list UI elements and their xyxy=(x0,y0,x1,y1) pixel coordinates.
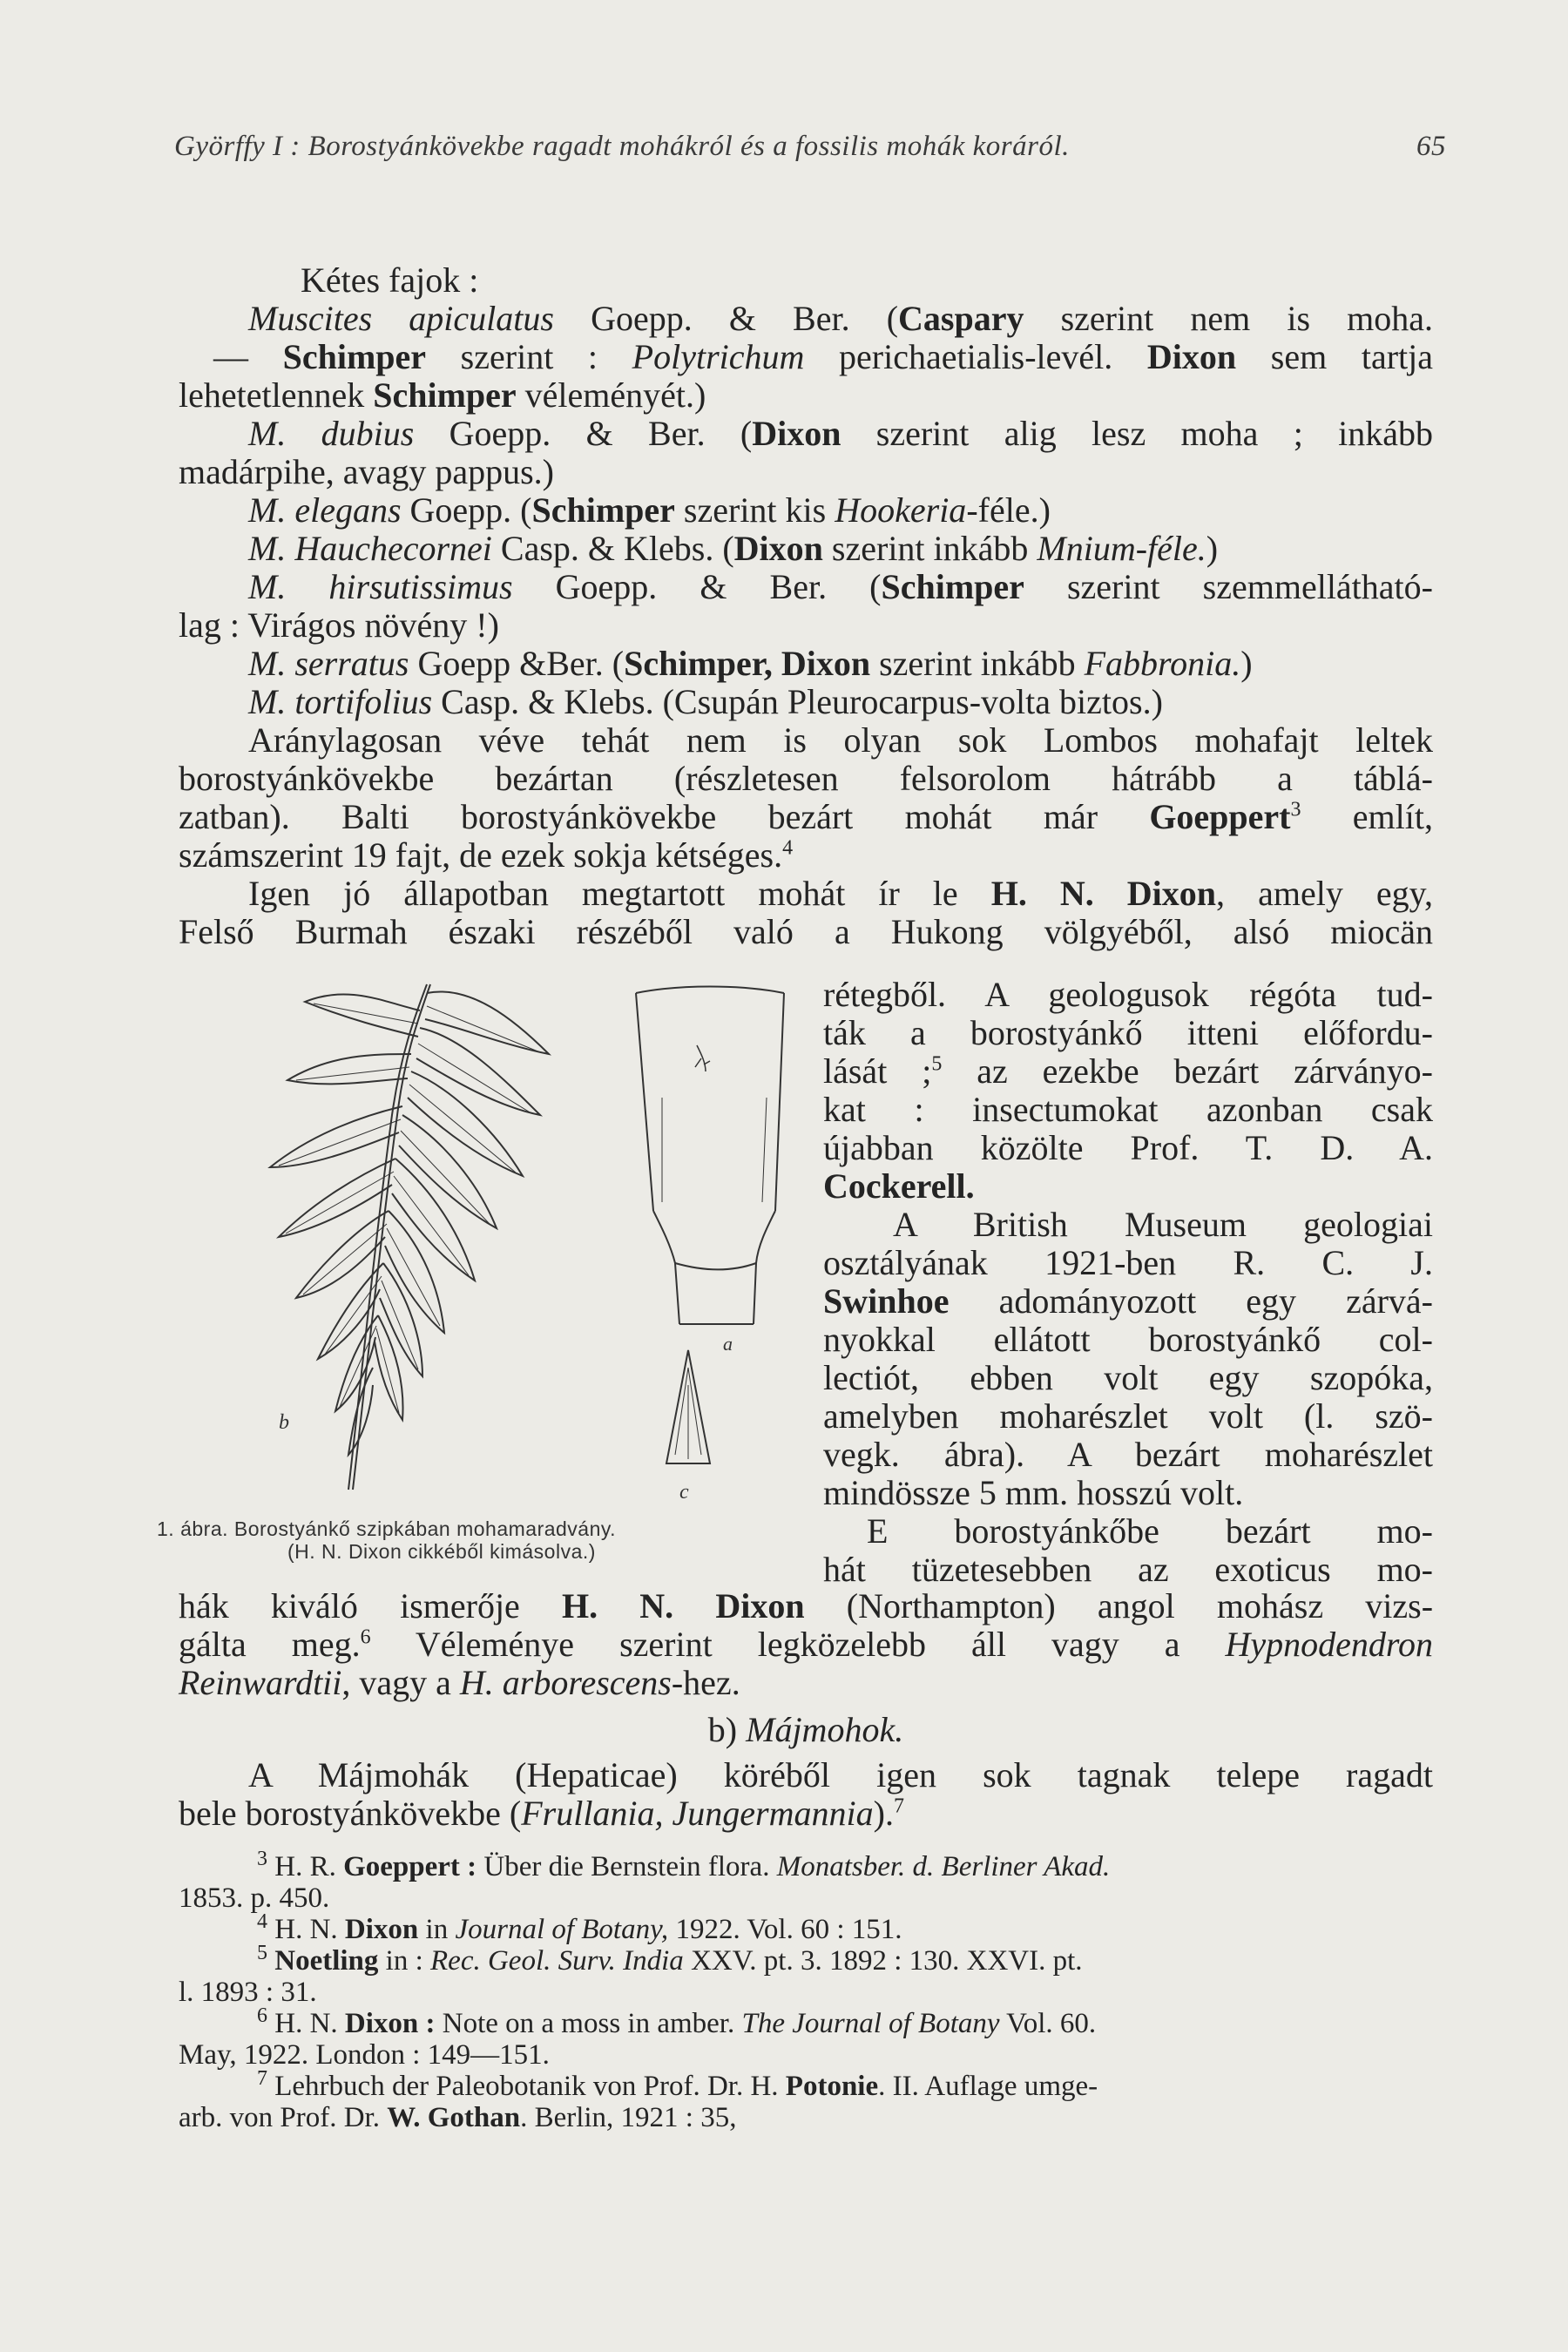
paragraph-line xyxy=(179,836,1433,875)
text: H. R. xyxy=(267,1851,344,1882)
text: az ezekbe bezárt zárványo- xyxy=(942,1051,1433,1091)
text: szerint : xyxy=(426,337,632,376)
running-header xyxy=(174,131,1446,163)
person-name: Cockerell. xyxy=(823,1166,975,1206)
text: ) xyxy=(1240,644,1253,683)
species-name: M. serratus xyxy=(248,644,409,683)
paragraph-line xyxy=(823,1282,1433,1321)
footnote-6 xyxy=(179,2004,1433,2039)
genus-name: Mnium-féle. xyxy=(1037,529,1206,568)
species-note: szerint alig lesz moha ; inkább xyxy=(841,414,1434,453)
genus-name: Hookeria xyxy=(835,490,967,530)
paragraph-line xyxy=(823,1052,1433,1091)
genus-name: Hypnodendron xyxy=(1225,1625,1433,1664)
text: — xyxy=(213,337,283,376)
species-entry-continued xyxy=(179,338,1433,376)
species-note: szerint inkább xyxy=(822,529,1037,568)
paragraph-line xyxy=(179,1625,1433,1664)
text: Vol. 60. xyxy=(999,2008,1097,2039)
paragraph-line xyxy=(179,798,1433,836)
paragraph-line: Aránylagosan véve tehát nem is olyan sok Lombos mohafajt leltek xyxy=(248,720,1433,760)
text: zatban). Balti borostyánkövekbe bezárt mohát már xyxy=(179,797,1150,836)
species-name: M. elegans xyxy=(248,490,402,530)
paragraph-line: mindössze 5 mm. hosszú volt. xyxy=(823,1473,1244,1512)
small-fragment-drawing xyxy=(666,1350,710,1463)
person-name: Schimper xyxy=(373,375,517,415)
journal-name: Journal of Botany, xyxy=(455,1914,669,1945)
species-note: szerint inkább xyxy=(870,644,1085,683)
text: gálta meg. xyxy=(179,1625,361,1664)
text: H. N. xyxy=(267,2008,345,2039)
person-name: Dixon xyxy=(344,1914,419,1945)
species-name: M. tortifolius xyxy=(248,682,433,721)
text: említ, xyxy=(1301,797,1433,836)
figure-1 xyxy=(174,967,819,1507)
footnote-ref: 6 xyxy=(360,1625,371,1649)
species-authority: Casp. & Klebs. ( xyxy=(491,529,734,568)
paragraph-line: Felső Burmah északi részéből való a Hukong völgyéből, alsó miocän xyxy=(179,912,1433,951)
footnote-7 xyxy=(179,2067,1433,2102)
text: Lehrbuch der Paleobotanik von Prof. Dr. H. xyxy=(267,2071,786,2102)
section-title: Májmohok. xyxy=(746,1710,904,1749)
species-authority: Casp. & Klebs. (Csupán Pleurocarpus-volta biztos.) xyxy=(432,682,1163,721)
species-entry-continued xyxy=(179,376,1433,415)
paragraph-line xyxy=(179,1794,1433,1833)
text: . Berlin, 1921 : 35, xyxy=(520,2102,737,2133)
text: hák kiváló ismerője xyxy=(179,1586,562,1625)
text: , amely egy, xyxy=(1216,874,1434,913)
person-name: Goeppert xyxy=(1149,797,1291,836)
person-name: Schimper, Dixon xyxy=(624,644,871,683)
footnote-ref: 5 xyxy=(931,1052,943,1076)
caption-line: 1. ábra. Borostyánkő szipkában mohamaradvány. xyxy=(157,1517,617,1540)
species-name: Muscites apiculatus xyxy=(248,299,554,338)
species-entry-continued: madárpihe, avagy pappus.) xyxy=(179,452,554,491)
figure-label-a: a xyxy=(723,1333,733,1355)
text: b) xyxy=(707,1710,747,1749)
footnote-5 xyxy=(179,1942,1433,1977)
doubtful-species-heading: Kétes fajok : xyxy=(301,260,479,300)
paragraph-line: amelyben moharészlet volt (l. szö- xyxy=(823,1396,1433,1436)
genus-name: Frullania, Jungermannia xyxy=(521,1794,874,1833)
person-name: Dixon xyxy=(752,414,841,453)
page-number: 65 xyxy=(1416,131,1446,162)
text: H. N. xyxy=(267,1914,345,1945)
text: perichaetialis-levél. xyxy=(804,337,1147,376)
species-authority: Goepp. & Ber. ( xyxy=(512,567,882,606)
text: Über die Bernstein flora. xyxy=(476,1851,777,1882)
paragraph-line: ták a borostyánkő itteni előfordu- xyxy=(823,1013,1433,1052)
paragraph-line xyxy=(179,875,1433,913)
species-name: M. hirsutissimus xyxy=(248,567,513,606)
person-name: Noetling xyxy=(274,1945,379,1977)
journal-name: Rec. Geol. Surv. India xyxy=(430,1945,684,1977)
person-name: Goeppert : xyxy=(343,1851,477,1882)
footnote-ref: 3 xyxy=(1290,798,1301,821)
person-name: Schimper xyxy=(282,337,427,376)
species-name: M. dubius xyxy=(248,414,415,453)
species-note: szerint nem is moha. xyxy=(1024,299,1433,338)
text: XXV. pt. 3. 1892 : 130. XXVI. pt. xyxy=(683,1945,1083,1977)
journal-name: Monatsber. d. Berliner Akad. xyxy=(776,1851,1111,1882)
text: lehetetlennek xyxy=(179,375,374,415)
person-name: Swinhoe xyxy=(823,1281,950,1321)
genus-name: H. arborescens xyxy=(459,1663,672,1702)
footnote-5-continued: l. 1893 : 31. xyxy=(179,1977,317,2008)
footnote-3 xyxy=(179,1848,1433,1882)
species-entry xyxy=(179,568,1433,606)
paragraph-line xyxy=(179,1664,1433,1702)
text: sem tartja xyxy=(1236,337,1433,376)
person-name: H. N. Dixon xyxy=(561,1586,805,1625)
main-text-continued xyxy=(179,1587,1433,1833)
species-entry xyxy=(179,415,1433,453)
paragraph-line: hát tüzetesebben az exoticus mo- xyxy=(823,1550,1433,1589)
doubtful-species-section xyxy=(179,261,1433,951)
species-entry xyxy=(179,530,1433,568)
species-note: szerint szemmellátható- xyxy=(1024,567,1433,606)
text: von Prof. Dr. xyxy=(222,2102,388,2133)
paragraph-line: osztályának 1921-ben R. C. J. xyxy=(823,1243,1433,1282)
species-entry-continued: lag : Virágos növény !) xyxy=(179,605,499,645)
text: . II. Auflage umge- xyxy=(878,2071,1098,2102)
footnote-ref: 7 xyxy=(893,1794,904,1818)
text: -hez. xyxy=(671,1663,740,1702)
footnote-number: 4 xyxy=(257,1910,267,1933)
text: bele borostyánkövekbe ( xyxy=(179,1794,522,1833)
paragraph-line: A British Museum geologiai xyxy=(893,1205,1433,1244)
species-entry xyxy=(179,645,1433,683)
footnote-ref: 4 xyxy=(782,836,794,860)
species-authority: Goepp. & Ber. ( xyxy=(414,414,753,453)
genus-name: Polytrichum xyxy=(632,337,805,376)
paragraph-line: újabban közölte Prof. T. D. A. xyxy=(823,1128,1433,1167)
paragraph-line: E borostyánkőbe bezárt mo- xyxy=(867,1511,1433,1551)
genus-name: Fabbronia. xyxy=(1084,644,1241,683)
footnote-4 xyxy=(179,1910,1433,1945)
text: arb. xyxy=(179,2102,223,2133)
footnote-7-continued xyxy=(179,2102,1433,2133)
figure-label-b: b xyxy=(279,1411,289,1434)
figure-caption xyxy=(157,1517,828,1563)
person-name: Dixon xyxy=(733,529,823,568)
species-authority: Goepp. & Ber. ( xyxy=(553,299,899,338)
text: -féle.) xyxy=(966,490,1051,530)
section-heading xyxy=(179,1711,1433,1749)
text: in xyxy=(418,1914,456,1945)
journal-name: The Journal of Botany xyxy=(741,2008,1000,2039)
paragraph-line: kat : insectumokat azonban csak xyxy=(823,1090,1433,1129)
species-note: szerint kis xyxy=(674,490,835,530)
text: ). xyxy=(873,1794,894,1833)
species-authority: Goepp. ( xyxy=(401,490,532,530)
footnote-number: 6 xyxy=(257,2004,267,2027)
paragraph-line: rétegből. A geologusok régóta tud- xyxy=(823,975,1433,1014)
paragraph-line: A Májmohák (Hepaticae) köréből igen sok tagnak telepe ragadt xyxy=(248,1755,1433,1794)
paragraph-line: nyokkal ellátott borostyánkő col- xyxy=(823,1320,1433,1359)
species-authority: Goepp &Ber. ( xyxy=(409,644,625,683)
text: in : xyxy=(378,1945,431,1977)
footnote-number: 3 xyxy=(257,1848,267,1870)
species-entry xyxy=(179,683,1433,721)
text: adományozott egy zárvá- xyxy=(949,1281,1433,1321)
person-name: Caspary xyxy=(898,299,1024,338)
footnote-6-continued: May, 1922. London : 149—151. xyxy=(179,2039,550,2071)
running-title: Györffy I : Borostyánkövekbe ragadt mohákról és a fossilis mohák koráról. xyxy=(174,131,1070,162)
wrapped-text-column xyxy=(823,976,1433,1589)
footnote-number: 7 xyxy=(257,2067,267,2090)
text: lását ; xyxy=(823,1051,932,1091)
paragraph-line xyxy=(179,1587,1433,1625)
person-name: W. Gothan xyxy=(387,2102,521,2133)
text: 1922. Vol. 60 : 151. xyxy=(668,1914,902,1945)
person-name: Dixon : xyxy=(344,2008,436,2039)
text: , vagy a xyxy=(341,1663,460,1702)
paragraph-line: borostyánkövekbe bezártan (részletesen felsorolom hátrább a táblá- xyxy=(179,759,1433,798)
paragraph-line: lectiót, ebben volt egy szopóka, xyxy=(823,1358,1433,1397)
species-name: M. Hauchecornei xyxy=(248,529,492,568)
moss-amber-illustration xyxy=(174,967,819,1507)
person-name: H. N. Dixon xyxy=(990,874,1217,913)
text: ) xyxy=(1206,529,1219,568)
footnote-number: 5 xyxy=(257,1942,267,1964)
species-entry xyxy=(179,491,1433,530)
footnote-3-continued: 1853. p. 450. xyxy=(179,1882,330,1914)
genus-name: Reinwardtii xyxy=(179,1663,342,1702)
person-name: Schimper xyxy=(881,567,1024,606)
person-name: Dixon xyxy=(1146,337,1237,376)
text: (Northampton) angol mohász vizs- xyxy=(804,1586,1434,1625)
text: számszerint 19 fajt, de ezek sokja kétséges. xyxy=(179,835,783,875)
figure-label-c: c xyxy=(679,1481,689,1504)
footnotes xyxy=(179,1848,1433,2133)
amber-mouthpiece-drawing xyxy=(636,987,784,1325)
person-name: Potonie xyxy=(785,2071,879,2102)
person-name: Schimper xyxy=(531,490,675,530)
species-entry xyxy=(179,300,1433,338)
text: Véleménye szerint legközelebb áll vagy a xyxy=(370,1625,1226,1664)
paragraph-line: vegk. ábra). A bezárt moharészlet xyxy=(823,1435,1433,1474)
caption-line: (H. N. Dixon cikkéből kimásolva.) xyxy=(287,1540,596,1563)
text: Igen jó állapotban megtartott mohát ír le xyxy=(248,874,991,913)
text: véleményét.) xyxy=(516,375,706,415)
text: Note on a moss in amber. xyxy=(435,2008,742,2039)
moss-fragment-drawing xyxy=(270,984,549,1490)
